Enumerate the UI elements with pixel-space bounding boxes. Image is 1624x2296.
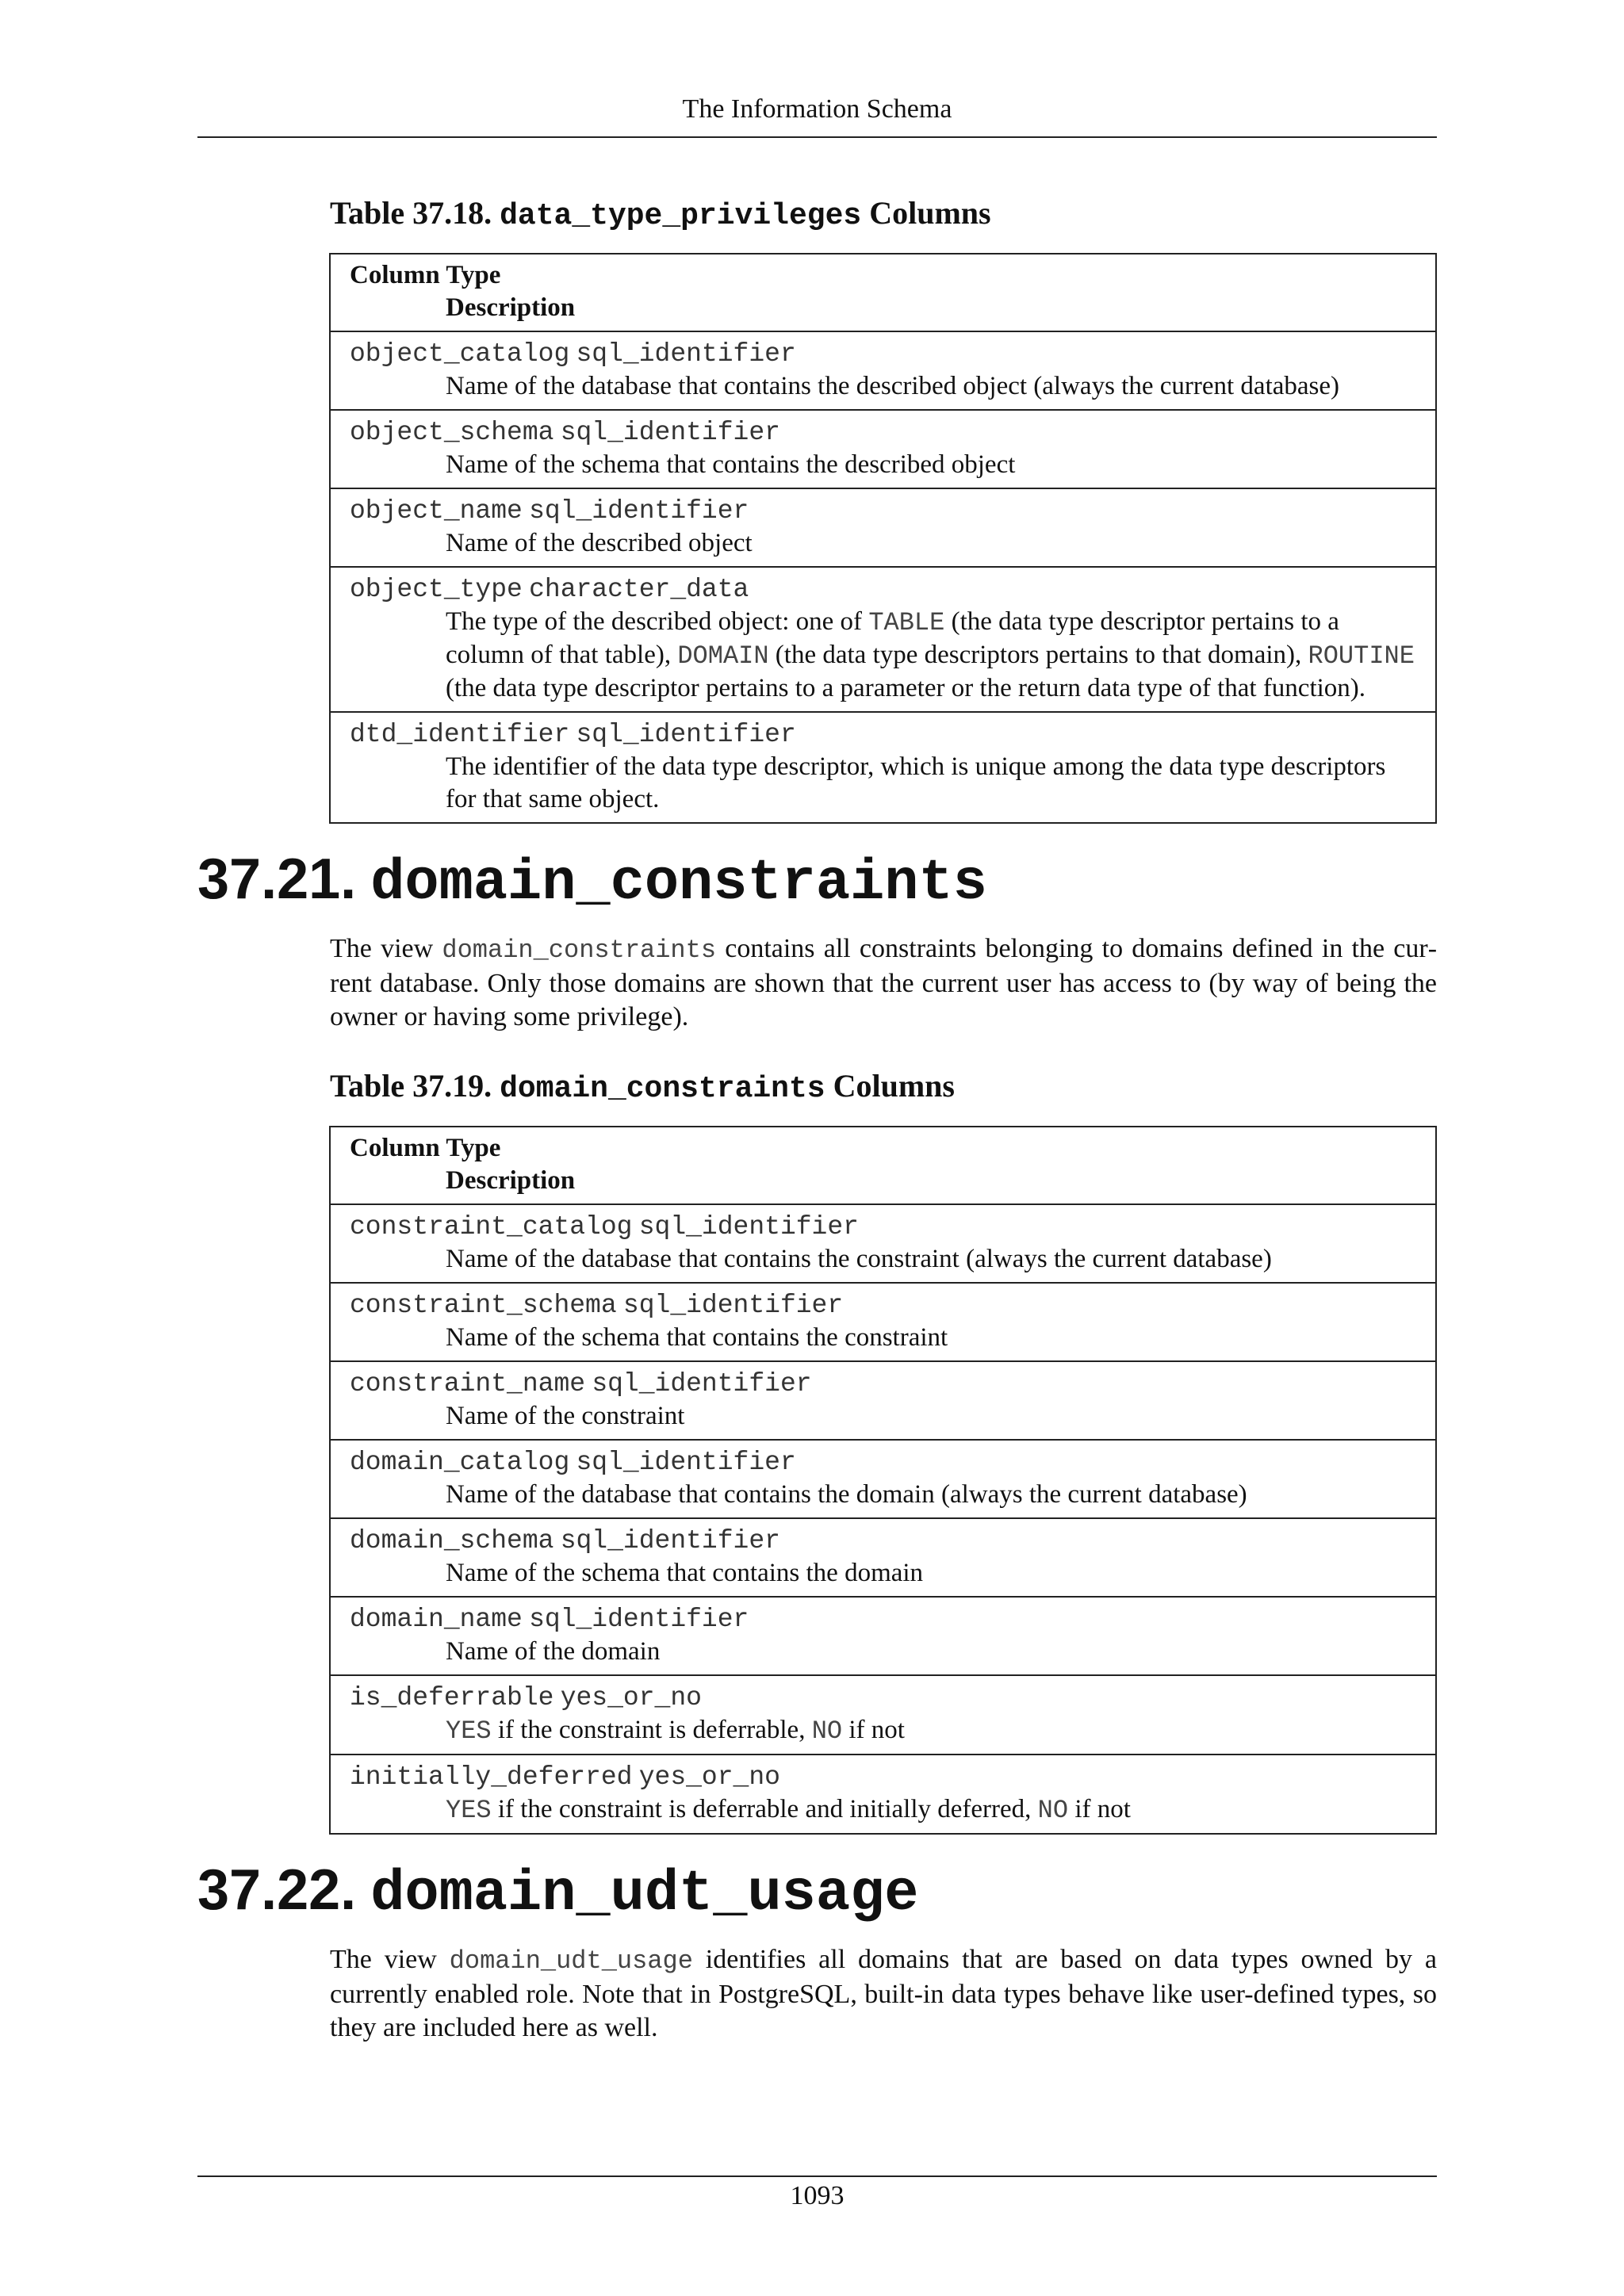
column-type: sql_identifier	[560, 418, 780, 447]
section-number: 37.21.	[197, 848, 357, 911]
desc-text: if not	[842, 1716, 905, 1744]
column-description: Name of the described object	[446, 529, 753, 557]
table-37-19-caption	[330, 1066, 1437, 1110]
page-number: 1093	[790, 2181, 845, 2210]
section-number: 37.22.	[197, 1858, 357, 1922]
table-row	[330, 1675, 1436, 1755]
code-literal: domain_constraints	[442, 936, 717, 965]
column-description: Name of the schema that contains the described object	[446, 450, 1016, 479]
para-text: The view	[330, 1945, 450, 1974]
column-name: object_catalog	[350, 339, 570, 369]
table-row	[330, 1440, 1436, 1518]
column-type: yes_or_no	[560, 1683, 702, 1712]
column-type: character_data	[529, 575, 749, 604]
column-name: constraint_catalog	[350, 1212, 633, 1242]
table-row	[330, 1755, 1436, 1834]
code-literal: ROUTINE	[1308, 641, 1415, 671]
column-description	[350, 1793, 1416, 1827]
column-type-heading: Column Type	[350, 261, 501, 289]
section-name: domain_constraints	[370, 851, 987, 916]
table-row	[330, 488, 1436, 567]
para-text: contains all constraints belonging to domains defined in the current database. Only those domains are shown that the current user has access to (by way of being the owner or having some privilege).	[330, 934, 1438, 1031]
table-row	[330, 712, 1436, 823]
section-37-22-heading	[197, 1857, 1437, 1927]
desc-text: The type of the described object: one of	[446, 607, 869, 636]
column-name: domain_schema	[350, 1526, 554, 1556]
column-name: constraint_name	[350, 1369, 586, 1399]
section-37-21-heading	[197, 846, 1437, 916]
caption-suffix: Columns	[869, 195, 991, 231]
column-name: dtd_identifier	[350, 720, 570, 749]
description-heading: Description	[446, 1166, 576, 1195]
column-type: sql_identifier	[560, 1526, 780, 1556]
column-name: constraint_schema	[350, 1291, 617, 1320]
column-type: sql_identifier	[638, 1212, 859, 1242]
desc-text: if the constraint is deferrable,	[491, 1716, 812, 1744]
desc-text: (the data type descriptor pertains to a parameter or the return data type of that function).	[446, 674, 1366, 702]
column-type: sql_identifier	[576, 339, 796, 369]
table-row	[330, 331, 1436, 410]
code-literal: TABLE	[868, 608, 945, 637]
table-row	[330, 1204, 1436, 1283]
desc-text: (the data type descriptors pertains to that domain),	[768, 641, 1308, 669]
column-description: Name of the constraint	[446, 1402, 685, 1430]
table-row	[330, 1518, 1436, 1597]
column-name: object_type	[350, 575, 523, 604]
column-description: Name of the database that contains the constraint (always the current database)	[446, 1245, 1272, 1273]
footer-rule	[197, 2175, 1437, 2177]
column-type: sql_identifier	[576, 1448, 796, 1477]
column-description: The identifier of the data type descriptor, which is unique among the data type descriptors for that same object.	[446, 752, 1386, 813]
column-type: sql_identifier	[529, 1605, 749, 1634]
caption-code: domain_constraints	[500, 1072, 825, 1106]
code-literal: YES	[446, 1716, 492, 1746]
table-header-row	[330, 254, 1436, 331]
caption-prefix: Table 37.19.	[330, 1068, 492, 1104]
caption-code: data_type_privileges	[500, 199, 862, 233]
code-literal: NO	[811, 1716, 843, 1746]
table-row	[330, 1283, 1436, 1361]
para-text: The view	[330, 934, 442, 963]
code-literal: NO	[1037, 1796, 1069, 1825]
column-name: domain_name	[350, 1605, 523, 1634]
table-header-row	[330, 1127, 1436, 1204]
column-description: Name of the schema that contains the domain	[446, 1559, 924, 1587]
caption-suffix: Columns	[833, 1068, 955, 1104]
table-37-19	[329, 1126, 1437, 1835]
table-row	[330, 567, 1436, 712]
section-name: domain_udt_usage	[370, 1862, 919, 1927]
table-row	[330, 1361, 1436, 1440]
column-type: sql_identifier	[529, 496, 749, 526]
table-row	[330, 410, 1436, 488]
column-name: object_schema	[350, 418, 554, 447]
desc-text: if not	[1068, 1795, 1131, 1823]
column-type-heading: Column Type	[350, 1134, 501, 1162]
para-text: identifies all domains that are based on data types owned by a currently enabled role. Note that in PostgreSQL, built-in data types behave like user-defined types, so they are included here as well.	[330, 1945, 1437, 2042]
desc-text: (the data type descriptor pertains to a column of that table),	[446, 607, 1339, 669]
column-name: domain_catalog	[350, 1448, 570, 1477]
column-description: Name of the schema that contains the constraint	[446, 1323, 948, 1352]
table-row	[330, 1597, 1436, 1675]
column-type: yes_or_no	[638, 1762, 780, 1792]
description-heading: Description	[446, 293, 576, 322]
column-description: Name of the domain	[446, 1637, 661, 1666]
column-description: Name of the database that contains the domain (always the current database)	[446, 1480, 1247, 1509]
section-37-21-intro	[330, 932, 1437, 1034]
column-type: sql_identifier	[576, 720, 796, 749]
column-name: is_deferrable	[350, 1683, 554, 1712]
code-literal: YES	[446, 1796, 492, 1825]
running-header: The Information Schema	[682, 94, 952, 124]
section-37-22-intro	[330, 1943, 1437, 2045]
desc-text: if the constraint is deferrable and initially deferred,	[491, 1795, 1038, 1823]
table-37-18-caption	[330, 193, 1437, 237]
column-description	[350, 606, 1416, 705]
table-37-18	[329, 253, 1437, 824]
column-type: sql_identifier	[622, 1291, 844, 1320]
column-name: initially_deferred	[350, 1762, 633, 1792]
column-name: object_name	[350, 496, 523, 526]
caption-prefix: Table 37.18.	[330, 195, 492, 231]
column-description	[350, 1714, 1416, 1747]
column-description: Name of the database that contains the described object (always the current database)	[446, 372, 1340, 400]
code-literal: DOMAIN	[677, 641, 769, 671]
code-literal: domain_udt_usage	[449, 1946, 693, 1976]
column-type: sql_identifier	[592, 1369, 812, 1399]
